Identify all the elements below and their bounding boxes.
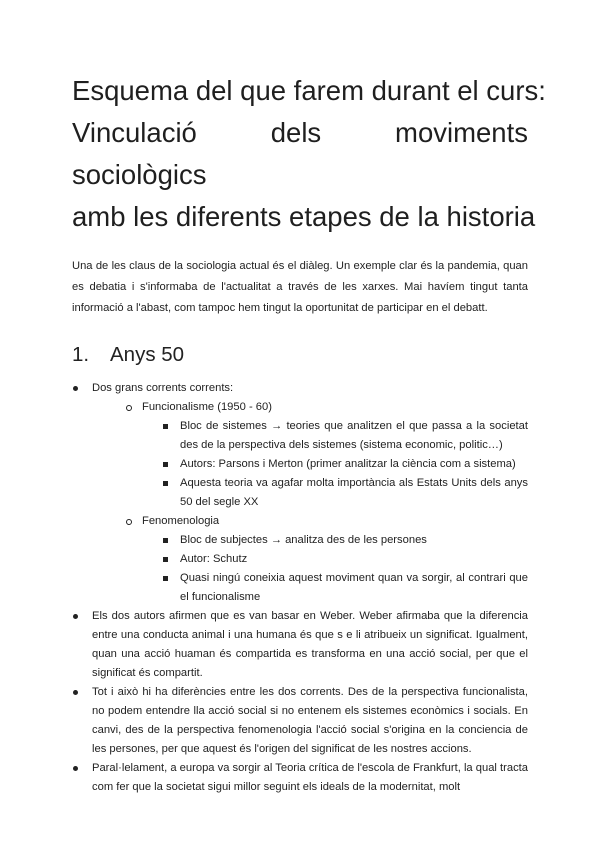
list-item xyxy=(72,683,528,759)
list-item xyxy=(126,398,528,512)
list-item xyxy=(126,512,528,607)
list-item-text: Bloc de subjectes → analitza des de les persones xyxy=(180,534,427,546)
page-title xyxy=(72,0,546,238)
list-item-text: Bloc de sistemes → teories que analitzen el que passa a la societat des de la perspectiva dels sistemes (sistema economic, politic…) xyxy=(180,420,528,451)
intro-paragraph: Una de les claus de la sociologia actual és el diàleg. Un exemple clar és la pandemia, quan es debatia i s'informaba de l'actualitat a través de les xarxes. Mai havíem tingut tanta informació a l'abast, com tampoc hem tingut la oportunitat de participar en el debatt. xyxy=(72,260,528,314)
section-heading xyxy=(72,341,528,369)
title-line: Esquema del que farem durant el curs: xyxy=(72,75,546,106)
section-number: 1. xyxy=(72,343,90,366)
list-item xyxy=(162,531,528,550)
list-item xyxy=(162,550,528,569)
list-item-text: Els dos autors afirmen que es van basar en Weber. Weber afirmaba que la diferencia entre una conducta animal i una humana és que s e li atribueix un significat. Igualment, quan una acció huaman és compartida es transforma en una acció social, per que el significat és compartit. xyxy=(92,610,528,679)
list-item-text: Dos grans corrents corrents: xyxy=(92,382,234,394)
list-item-text: Paral·lelament, a europa va sorgir al Teoria crítica de l'escola de Frankfurt, la qual tracta com fer que la societat sigui millor seguint els ideals de la modernitat, molt xyxy=(92,762,528,793)
list-item-text: Autor: Schutz xyxy=(180,553,248,565)
list-item-text: Autors: Parsons i Merton (primer analitzar la ciència com a sistema) xyxy=(180,458,516,470)
list-item xyxy=(162,474,528,512)
list-item-text: Fenomenologia xyxy=(142,515,220,527)
sub-sub-list xyxy=(162,417,528,512)
sub-sub-list xyxy=(162,531,528,607)
list-item-text: Tot i això hi ha diferències entre les dos corrents. Des de la perspectiva funcionalista, no podem entendre lla acció social si no entenem els sistemes econòmics i socials. En canvi, des de la perspectiva fenomenologia l'acció social s'origina en la conciencia de les persones, per que aquest és l'origen del significat de les nostres accions. xyxy=(92,686,528,755)
list-item-text: Aquesta teoria va agafar molta importància als Estats Units dels anys 50 del segle XX xyxy=(180,477,528,508)
list-item xyxy=(72,607,528,683)
sub-list xyxy=(126,398,528,607)
list-item xyxy=(72,379,528,607)
list-item-text: Funcionalisme (1950 - 60) xyxy=(142,401,272,413)
title-line: amb les diferents etapes de la historia xyxy=(72,201,536,232)
title-line: Vinculació dels moviments sociològics xyxy=(72,117,528,190)
list-item xyxy=(72,759,528,797)
list-item xyxy=(162,569,528,607)
list-item-text: Quasi ningú coneixia aquest moviment quan va sorgir, al contrari que el funcionalisme xyxy=(180,572,528,603)
list-item xyxy=(162,417,528,455)
section-title: Anys 50 xyxy=(110,343,185,366)
list-item xyxy=(162,455,528,474)
bullet-list xyxy=(72,379,528,797)
